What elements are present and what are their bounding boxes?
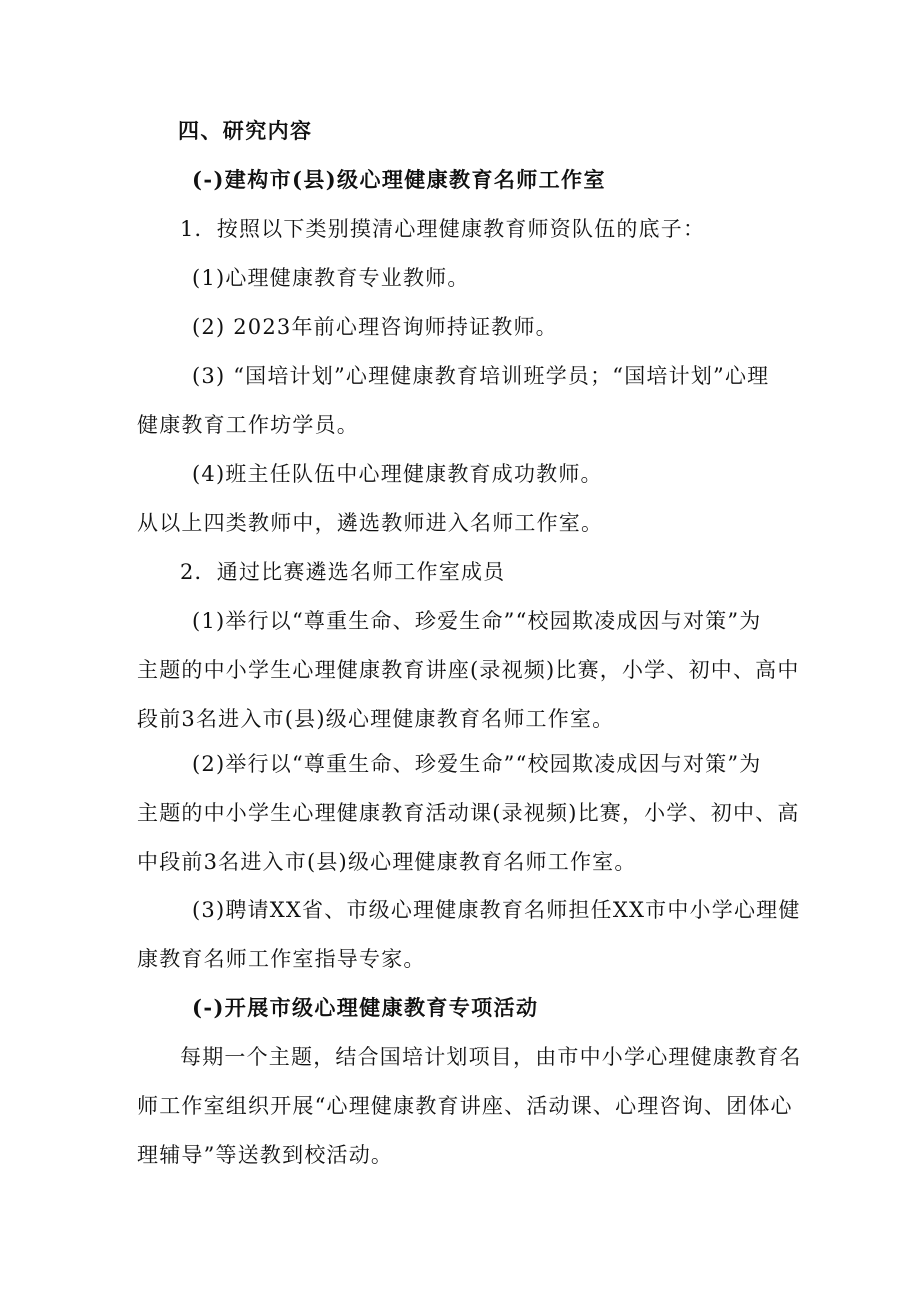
item2-paragraph1-line3: 段前3名进入市(县)级心理健康教育名师工作室。 [137, 707, 615, 731]
subsection2-paragraph-line1: 每期一个主题，结合国培计划项目，由市中小学心理健康教育名 [180, 1045, 802, 1069]
subsection-heading-2: (-)开展市级心理健康教育专项活动 [192, 995, 539, 1020]
item2-paragraph1-line2: 主题的中小学生心理健康教育讲座(录视频)比赛，小学、初中、高中 [137, 658, 800, 682]
item1-category-3-line1: (3) “国培计划”心理健康教育培训班学员；“国培计划”心理 [192, 364, 770, 388]
item1-summary: 从以上四类教师中，遴选教师进入名师工作室。 [137, 511, 604, 535]
item2-paragraph3-line1: (3)聘请XX省、市级心理健康教育名师担任XX市中小学心理健 [192, 898, 801, 922]
item1-title: 1．按照以下类别摸清心理健康教育师资队伍的底子： [180, 217, 706, 241]
item1-category-1: (1)心理健康教育专业教师。 [192, 266, 470, 290]
item1-category-3-line2: 健康教育工作坊学员。 [137, 413, 359, 437]
item1-category-4: (4)班主任队伍中心理健康教育成功教师。 [192, 462, 603, 486]
item2-paragraph1-line1: (1)举行以“尊重生命、珍爱生命”“校园欺凌成因与对策”为 [192, 609, 762, 633]
item2-paragraph2-line3: 中段前3名进入市(县)级心理健康教育名师工作室。 [137, 850, 637, 874]
item2-paragraph2-line1: (2)举行以“尊重生命、珍爱生命”“校园欺凌成因与对策”为 [192, 752, 762, 776]
item2-paragraph3-line2: 康教育名师工作室指导专家。 [137, 947, 426, 971]
subsection2-paragraph-line3: 理辅导”等送教到校活动。 [137, 1143, 394, 1167]
section-heading: 四、研究内容 [178, 118, 313, 143]
item2-paragraph2-line2: 主题的中小学生心理健康教育活动课(录视频)比赛，小学、初中、高 [137, 801, 800, 825]
item2-title: 2．通过比赛遴选名师工作室成员 [180, 560, 506, 584]
subsection-heading-1: (-)建构市(县)级心理健康教育名师工作室 [192, 167, 606, 192]
subsection2-paragraph-line2: 师工作室组织开展“心理健康教育讲座、活动课、心理咨询、团体心 [137, 1094, 793, 1118]
item1-category-2: (2) 2023年前心理咨询师持证教师。 [192, 315, 558, 339]
